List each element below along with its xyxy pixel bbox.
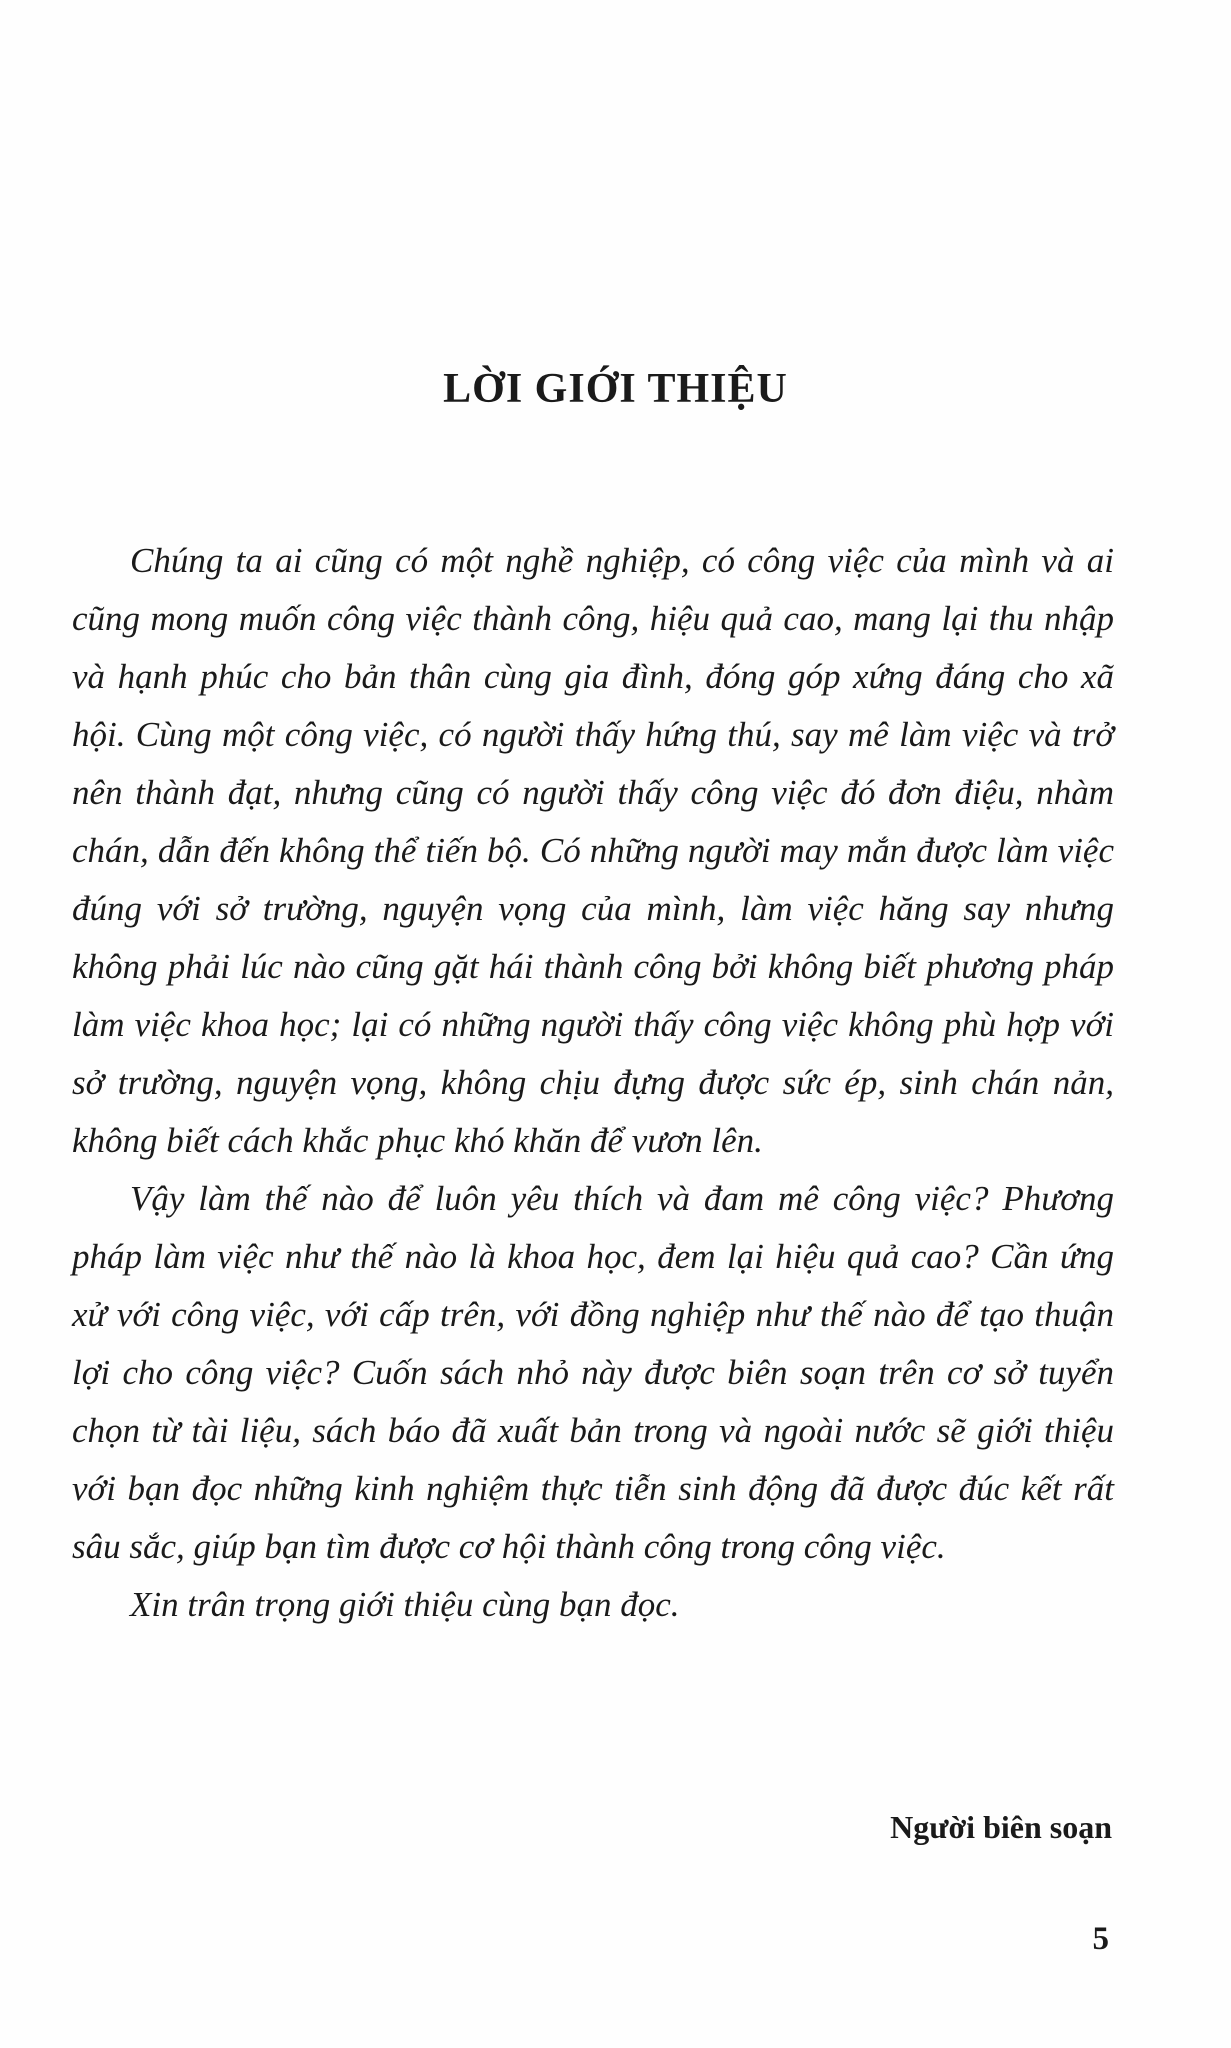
page-number: 5 (1092, 1921, 1109, 1957)
paragraph-2: Vậy làm thế nào để luôn yêu thích và đam mê công việc? Phương pháp làm việc như thế nào là khoa học, đem lại hiệu quả cao? Cần ứng xử với công việc, với cấp trên, với đồng nghiệp như thế nào để tạo thuận lợi cho công việc? Cuốn sách nhỏ này được biên soạn trên cơ sở tuyển chọn từ tài liệu, sách báo đã xuất bản trong và ngoài nước sẽ giới thiệu với bạn đọc những kinh nghiệm thực tiễn sinh động đã được đúc kết rất sâu sắc, giúp bạn tìm được cơ hội thành công trong công việc. (72, 1179, 1114, 1566)
paragraph-3: Xin trân trọng giới thiệu cùng bạn đọc. (130, 1585, 680, 1624)
author-signature: Người biên soạn (890, 1809, 1112, 1845)
paragraph-1: Chúng ta ai cũng có một nghề nghiệp, có công việc của mình và ai cũng mong muốn công việc thành công, hiệu quả cao, mang lại thu nhập và hạnh phúc cho bản thân cùng gia đình, đóng góp xứng đáng cho xã hội. Cùng một công việc, có người thấy hứng thú, say mê làm việc và trở nên thành đạt, nhưng cũng có người thấy công việc đó đơn điệu, nhàm chán, dẫn đến không thể tiến bộ. Có những người may mắn được làm việc đúng với sở trường, nguyện vọng của mình, làm việc hăng say nhưng không phải lúc nào cũng gặt hái thành công bởi không biết phương pháp làm việc khoa học; lại có những người thấy công việc không phù hợp với sở trường, nguyện vọng, không chịu đựng được sức ép, sinh chán nản, không biết cách khắc phục khó khăn để vươn lên. (72, 541, 1114, 1160)
page-title: LỜI GIỚI THIỆU (443, 366, 788, 412)
introduction-body (72, 532, 1114, 1634)
